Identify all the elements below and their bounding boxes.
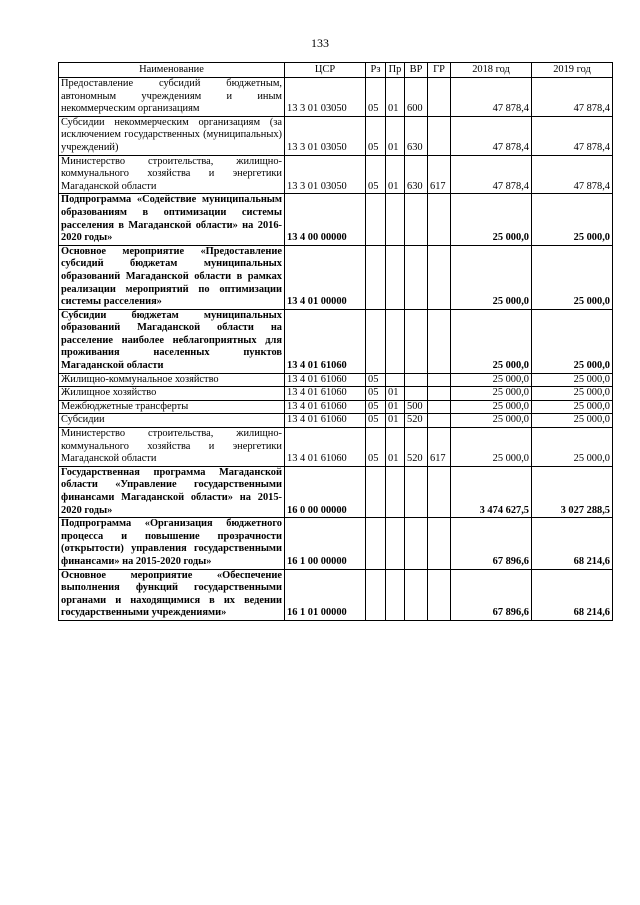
row-name: Основное мероприятие «Обеспечение выполнения функций государственными органами и находящимися в их ведении государственными учреждениями» <box>59 569 285 620</box>
row-gr: 617 <box>428 155 451 194</box>
row-2018: 67 896,6 <box>451 569 532 620</box>
table-row <box>59 78 613 117</box>
row-rz: 05 <box>366 428 386 467</box>
row-2019: 68 214,6 <box>532 569 613 620</box>
header-name: Наименование <box>59 63 285 78</box>
row-name: Предоставление субсидий бюджетным, автономным учреждениям и иным некоммерческим организациям <box>59 78 285 117</box>
table-row <box>59 414 613 428</box>
row-2019: 3 027 288,5 <box>532 466 613 517</box>
row-pr <box>386 373 405 387</box>
row-csr: 13 4 01 61060 <box>285 428 366 467</box>
row-vr <box>405 518 428 569</box>
row-pr: 01 <box>386 414 405 428</box>
row-vr <box>405 309 428 373</box>
row-pr: 01 <box>386 428 405 467</box>
header-vr: ВР <box>405 63 428 78</box>
row-2018: 47 878,4 <box>451 155 532 194</box>
row-2018: 25 000,0 <box>451 194 532 245</box>
row-2018: 67 896,6 <box>451 518 532 569</box>
row-csr: 13 3 01 03050 <box>285 116 366 155</box>
row-gr <box>428 194 451 245</box>
row-pr: 01 <box>386 387 405 401</box>
row-vr <box>405 569 428 620</box>
row-2019: 25 000,0 <box>532 414 613 428</box>
row-csr: 16 1 00 00000 <box>285 518 366 569</box>
header-2019: 2019 год <box>532 63 613 78</box>
row-csr: 16 0 00 00000 <box>285 466 366 517</box>
row-pr <box>386 194 405 245</box>
row-rz <box>366 309 386 373</box>
row-2019: 25 000,0 <box>532 373 613 387</box>
row-pr <box>386 245 405 309</box>
row-rz <box>366 245 386 309</box>
row-pr <box>386 309 405 373</box>
row-2019: 47 878,4 <box>532 155 613 194</box>
row-name: Жилищное хозяйство <box>59 387 285 401</box>
row-2018: 25 000,0 <box>451 414 532 428</box>
row-rz: 05 <box>366 387 386 401</box>
row-rz <box>366 569 386 620</box>
header-gr: ГР <box>428 63 451 78</box>
row-2018: 47 878,4 <box>451 116 532 155</box>
row-name: Межбюджетные трансферты <box>59 400 285 414</box>
table-row <box>59 428 613 467</box>
table-row <box>59 194 613 245</box>
table-body <box>59 78 613 621</box>
row-gr <box>428 400 451 414</box>
row-rz: 05 <box>366 78 386 117</box>
row-gr <box>428 309 451 373</box>
table-row <box>59 155 613 194</box>
row-vr: 630 <box>405 155 428 194</box>
table-header-row <box>59 63 613 78</box>
row-2018: 25 000,0 <box>451 387 532 401</box>
row-vr: 630 <box>405 116 428 155</box>
row-csr: 13 4 01 61060 <box>285 373 366 387</box>
row-vr: 520 <box>405 414 428 428</box>
row-rz: 05 <box>366 400 386 414</box>
row-csr: 13 4 01 61060 <box>285 414 366 428</box>
table-row <box>59 373 613 387</box>
header-rz: Рз <box>366 63 386 78</box>
row-gr <box>428 518 451 569</box>
row-2018: 47 878,4 <box>451 78 532 117</box>
row-vr <box>405 387 428 401</box>
row-vr <box>405 373 428 387</box>
table-row <box>59 569 613 620</box>
row-vr: 500 <box>405 400 428 414</box>
row-vr: 600 <box>405 78 428 117</box>
row-name: Основное мероприятие «Предоставление субсидий бюджетам муниципальных образований Магаданской области в рамках реализации мероприятий по оптимизации системы расселения» <box>59 245 285 309</box>
row-gr <box>428 387 451 401</box>
table-row <box>59 400 613 414</box>
row-vr <box>405 194 428 245</box>
table-row <box>59 387 613 401</box>
row-rz <box>366 194 386 245</box>
row-name: Субсидии бюджетам муниципальных образований Магаданской области на расселение наиболее неблагоприятных для проживания населенных пунктов Магаданской области <box>59 309 285 373</box>
row-name: Министерство строительства, жилищно-коммунального хозяйства и энергетики Магаданской области <box>59 428 285 467</box>
row-vr <box>405 466 428 517</box>
row-name: Субсидии некоммерческим организациям (за исключением государственных (муниципальных) учреждений) <box>59 116 285 155</box>
table-row <box>59 309 613 373</box>
row-2019: 68 214,6 <box>532 518 613 569</box>
row-2019: 47 878,4 <box>532 78 613 117</box>
header-csr: ЦСР <box>285 63 366 78</box>
row-2019: 25 000,0 <box>532 400 613 414</box>
row-pr <box>386 569 405 620</box>
row-name: Подпрограмма «Содействие муниципальным образованиям в оптимизации системы расселения в Магаданской области» на 2016-2020 годы» <box>59 194 285 245</box>
row-rz: 05 <box>366 414 386 428</box>
row-2019: 25 000,0 <box>532 428 613 467</box>
row-gr: 617 <box>428 428 451 467</box>
row-2018: 25 000,0 <box>451 309 532 373</box>
row-2019: 25 000,0 <box>532 387 613 401</box>
table-row <box>59 245 613 309</box>
row-gr <box>428 414 451 428</box>
row-rz <box>366 466 386 517</box>
page-number: 133 <box>311 36 329 50</box>
budget-table <box>58 62 613 621</box>
row-csr: 13 4 01 61060 <box>285 400 366 414</box>
row-csr: 13 4 01 61060 <box>285 387 366 401</box>
row-name: Министерство строительства, жилищно-коммунального хозяйства и энергетики Магаданской области <box>59 155 285 194</box>
row-2018: 25 000,0 <box>451 245 532 309</box>
row-name: Подпрограмма «Организация бюджетного процесса и повышение прозрачности (открытости) управления государственными финансами» на 2015-2020 годы» <box>59 518 285 569</box>
row-2018: 25 000,0 <box>451 400 532 414</box>
row-name: Субсидии <box>59 414 285 428</box>
row-csr: 16 1 01 00000 <box>285 569 366 620</box>
row-2018: 3 474 627,5 <box>451 466 532 517</box>
row-csr: 13 4 00 00000 <box>285 194 366 245</box>
row-gr <box>428 466 451 517</box>
table-row <box>59 466 613 517</box>
row-rz <box>366 518 386 569</box>
row-gr <box>428 245 451 309</box>
row-csr: 13 4 01 00000 <box>285 245 366 309</box>
row-2018: 25 000,0 <box>451 373 532 387</box>
row-rz: 05 <box>366 373 386 387</box>
row-vr: 520 <box>405 428 428 467</box>
row-name: Жилищно-коммунальное хозяйство <box>59 373 285 387</box>
row-pr <box>386 466 405 517</box>
row-gr <box>428 373 451 387</box>
row-gr <box>428 116 451 155</box>
row-vr <box>405 245 428 309</box>
row-csr: 13 3 01 03050 <box>285 155 366 194</box>
row-2018: 25 000,0 <box>451 428 532 467</box>
row-pr: 01 <box>386 155 405 194</box>
row-csr: 13 4 01 61060 <box>285 309 366 373</box>
row-csr: 13 3 01 03050 <box>285 78 366 117</box>
row-2019: 25 000,0 <box>532 194 613 245</box>
header-2018: 2018 год <box>451 63 532 78</box>
row-name: Государственная программа Магаданской области «Управление государственными финансами Магаданской области» на 2015-2020 годы» <box>59 466 285 517</box>
header-pr: Пр <box>386 63 405 78</box>
row-pr: 01 <box>386 78 405 117</box>
row-gr <box>428 569 451 620</box>
row-pr: 01 <box>386 400 405 414</box>
row-2019: 25 000,0 <box>532 309 613 373</box>
row-pr <box>386 518 405 569</box>
row-2019: 25 000,0 <box>532 245 613 309</box>
row-rz: 05 <box>366 116 386 155</box>
row-2019: 47 878,4 <box>532 116 613 155</box>
table-row <box>59 116 613 155</box>
row-pr: 01 <box>386 116 405 155</box>
row-rz: 05 <box>366 155 386 194</box>
row-gr <box>428 78 451 117</box>
table-row <box>59 518 613 569</box>
